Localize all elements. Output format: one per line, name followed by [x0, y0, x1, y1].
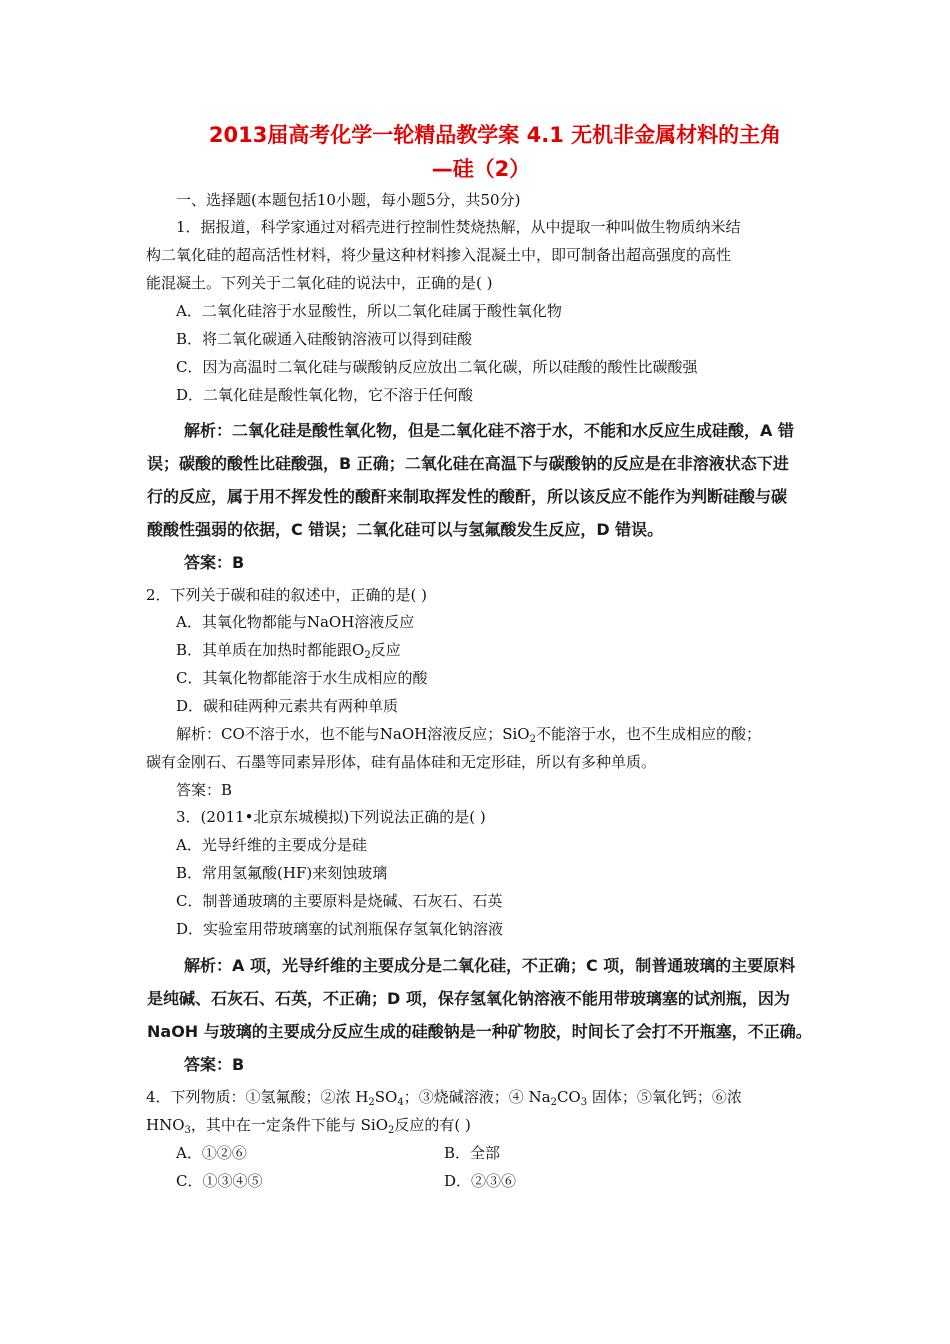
q4-option-d: D．②③⑥ [444, 1172, 517, 1190]
q3-analysis-line1: 解析：A 项，光导纤维的主要成分是二氧化硅，不正确；C 项，制普通玻璃的主要原料 [184, 956, 796, 975]
q4-option-b: B．全部 [444, 1144, 501, 1162]
q3-option-a: A．光导纤维的主要成分是硅 [176, 836, 367, 854]
q3-analysis-line3: NaOH 与玻璃的主要成分反应生成的硅酸钠是一种矿物胶，时间长了会打不开瓶塞，不正确。 [147, 1022, 812, 1041]
q2-option-a: A．其氧化物都能与NaOH溶液反应 [176, 613, 415, 631]
q2-analysis-line1: 解析：CO不溶于水，也不能与NaOH溶液反应；SiO$_2$不能溶于水，也不生成相应的酸； [176, 725, 761, 745]
q1-answer: 答案：B [184, 553, 245, 572]
q1-stem-line2: 构二氧化硅的超高活性材料，将少量这种材料掺入混凝土中，即可制备出超高强度的高性 [146, 246, 732, 264]
q1-stem-line3: 能混凝土。下列关于二氧化硅的说法中，正确的是( ) [146, 274, 493, 292]
q3-option-d: D．实验室用带玻璃塞的试剂瓶保存氢氧化钠溶液 [176, 920, 504, 938]
q1-option-c: C．因为高温时二氧化硅与碳酸钠反应放出二氧化碳，所以硅酸的酸性比碳酸强 [176, 358, 698, 376]
q1-option-b: B．将二氧化碳通入硅酸钠溶液可以得到硅酸 [176, 330, 473, 348]
q2-analysis-line2: 碳有金刚石、石墨等同素异形体，硅有晶体硅和无定形硅，所以有多种单质。 [146, 753, 657, 771]
q4-option-c: C．①③④⑤ [176, 1172, 263, 1190]
document-title-line1: 2013届高考化学一轮精品教学案 4.1 无机非金属材料的主角 [208, 123, 782, 147]
q4-stem-line2: $HNO_3$，其中在一定条件下能与 SiO$_2$反应的有( ) [146, 1116, 471, 1136]
q2-option-d: D．碳和硅两种元素共有两种单质 [176, 697, 399, 715]
document-title-line2: —硅（2） [431, 157, 531, 181]
q4-option-a: A．①②⑥ [176, 1144, 247, 1162]
q3-answer: 答案：B [184, 1055, 245, 1074]
q3-stem: 3．(2011•北京东城模拟)下列说法正确的是( ) [176, 808, 486, 826]
q3-option-b: B．常用氢氟酸(HF)来刻蚀玻璃 [176, 864, 388, 882]
q1-analysis-line3: 行的反应，属于用不挥发性的酸酐来制取挥发性的酸酐，所以该反应不能作为判断硅酸与碳 [147, 487, 788, 506]
q1-analysis-line1: 解析：二氧化硅是酸性氧化物，但是二氧化硅不溶于水，不能和水反应生成硅酸，A 错 [184, 421, 794, 440]
q2-option-b: B．其单质在加热时都能跟$O_2$反应 [176, 641, 401, 661]
q1-stem-line1: 1．据报道，科学家通过对稻壳进行控制性焚烧热解，从中提取一种叫做生物质纳米结 [176, 218, 741, 236]
q1-analysis-line2: 误；碳酸的酸性比硅酸强，B 正确；二氧化硅在高温下与碳酸钠的反应是在非溶液状态下进 [147, 454, 789, 473]
q2-option-c: C．其氧化物都能溶于水生成相应的酸 [176, 669, 428, 687]
q4-stem-line1: 4．下列物质：①氢氟酸；②浓 $H_2SO_4$；③烧碱溶液；④ $Na_2CO_3$ 固体；⑤氧化钙；⑥浓 [146, 1088, 742, 1108]
q1-analysis-line4: 酸酸性强弱的依据，C 错误；二氧化硅可以与氢氟酸发生反应，D 错误。 [147, 520, 664, 539]
section-heading: 一、选择题(本题包括10小题，每小题5分，共50分) [176, 191, 521, 209]
q1-option-a: A．二氧化硅溶于水显酸性，所以二氧化硅属于酸性氧化物 [176, 302, 562, 320]
q3-option-c: C．制普通玻璃的主要原料是烧碱、石灰石、石英 [176, 892, 503, 910]
q3-analysis-line2: 是纯碱、石灰石、石英，不正确；D 项，保存氢氧化钠溶液不能用带玻璃塞的试剂瓶，因为 [147, 989, 790, 1008]
q2-stem: 2．下列关于碳和硅的叙述中，正确的是( ) [146, 586, 428, 604]
q1-option-d: D．二氧化硅是酸性氧化物，它不溶于任何酸 [176, 386, 474, 404]
q2-answer: 答案：B [176, 781, 233, 799]
